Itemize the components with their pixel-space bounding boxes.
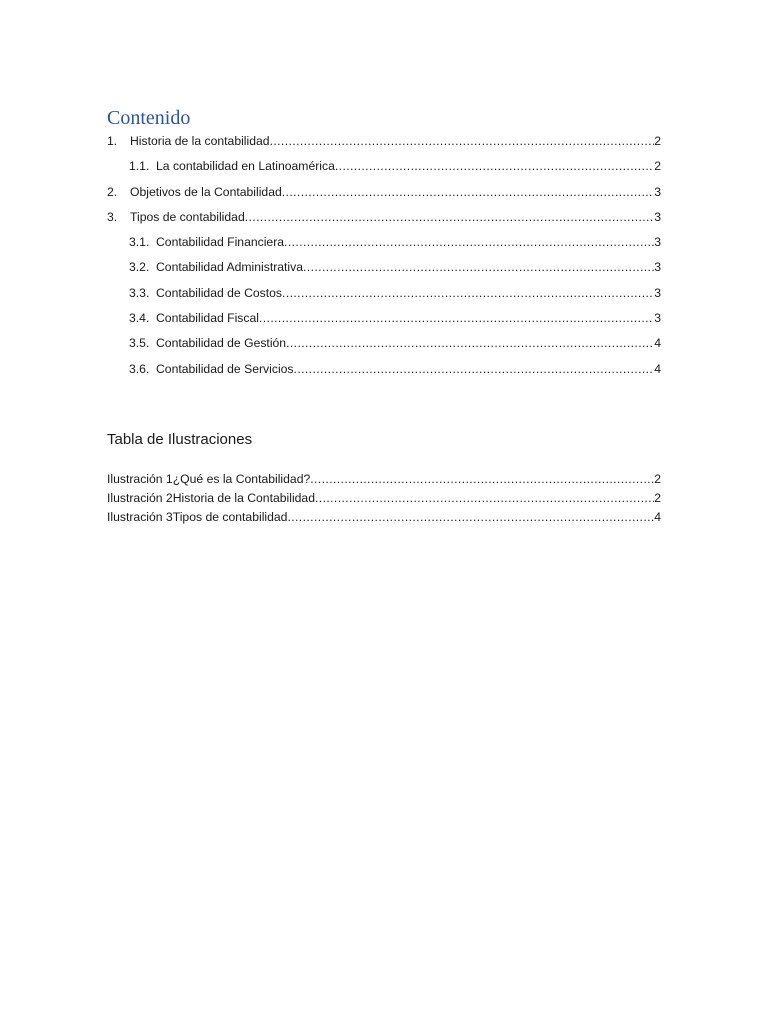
- toc-entry[interactable]: [107, 207, 661, 232]
- toc-entry[interactable]: [107, 308, 661, 333]
- toc-entry-number: 3.3.: [129, 285, 150, 300]
- toc-entry[interactable]: [107, 333, 661, 358]
- illustration-prefix: Ilustración 2: [107, 491, 173, 505]
- toc-entry-page: 3: [654, 285, 661, 300]
- illustration-prefix: Ilustración 1: [107, 472, 173, 486]
- illustration-dot-leader: [315, 489, 654, 508]
- toc-entry-title: Contabilidad Fiscal: [156, 311, 259, 326]
- toc-entry-number: 3.6.: [129, 361, 150, 376]
- toc-entry-page: 3: [654, 235, 661, 250]
- illustration-title: Tipos de contabilidad: [172, 510, 288, 524]
- illustration-page: 2: [654, 472, 661, 486]
- toc-list: [107, 131, 661, 384]
- toc-entry-number: 1.: [107, 134, 118, 148]
- toc-entry[interactable]: [107, 156, 661, 181]
- toc-heading: Contenido: [107, 107, 191, 129]
- toc-dot-leader: [284, 232, 654, 252]
- toc-entry-number: 3.1.: [129, 235, 150, 250]
- toc-entry-page: 3: [654, 260, 661, 275]
- illustrations-list: [107, 470, 661, 527]
- illustration-entry[interactable]: [107, 470, 661, 489]
- toc-entry[interactable]: [107, 257, 661, 282]
- toc-entry-number: 3.: [107, 209, 118, 224]
- toc-entry-title: Tipos de contabilidad: [130, 209, 245, 224]
- toc-dot-leader: [270, 131, 655, 151]
- toc-entry-title: La contabilidad en Latinoamérica: [156, 159, 335, 174]
- toc-entry-page: 3: [654, 209, 661, 224]
- toc-entry-page: 2: [654, 134, 661, 148]
- toc-entry-title: Contabilidad de Gestión: [156, 336, 287, 351]
- illustration-title: Historia de la Contabilidad: [172, 491, 315, 505]
- toc-dot-leader: [335, 156, 654, 176]
- illustration-dot-leader: [287, 508, 654, 527]
- illustration-prefix: Ilustración 3: [107, 510, 173, 524]
- illustrations-heading: Tabla de Ilustraciones: [107, 431, 253, 448]
- toc-entry[interactable]: [107, 359, 661, 384]
- toc-entry-page: 3: [654, 311, 661, 326]
- toc-entry[interactable]: [107, 182, 661, 207]
- toc-dot-leader: [245, 207, 654, 227]
- toc-entry-number: 3.4.: [129, 311, 150, 326]
- toc-entry-title: Contabilidad Financiera: [156, 235, 285, 250]
- toc-entry-number: 3.5.: [129, 336, 150, 351]
- toc-entry[interactable]: [107, 232, 661, 257]
- toc-dot-leader: [282, 182, 654, 202]
- toc-entry-title: Contabilidad Administrativa: [156, 260, 304, 275]
- toc-dot-leader: [282, 283, 654, 303]
- toc-entry-number: 3.2.: [129, 260, 150, 275]
- toc-entry[interactable]: [107, 283, 661, 308]
- toc-entry-title: Contabilidad de Servicios: [156, 361, 294, 376]
- toc-entry-number: 1.1.: [129, 159, 150, 174]
- toc-dot-leader: [294, 359, 655, 379]
- toc-dot-leader: [286, 333, 654, 353]
- illustration-page: 4: [654, 510, 661, 524]
- illustration-title: ¿Qué es la Contabilidad?: [172, 472, 311, 486]
- toc-entry-page: 4: [654, 361, 661, 376]
- toc-entry-page: 3: [654, 184, 661, 199]
- toc-dot-leader: [259, 308, 654, 328]
- illustration-page: 2: [654, 491, 661, 505]
- illustration-dot-leader: [310, 470, 654, 489]
- toc-entry-title: Historia de la contabilidad: [130, 134, 270, 148]
- toc-entry-title: Objetivos de la Contabilidad: [130, 184, 282, 199]
- toc-entry-page: 4: [654, 336, 661, 351]
- toc-entry[interactable]: [107, 131, 661, 156]
- toc-dot-leader: [303, 257, 654, 277]
- toc-entry-title: Contabilidad de Costos: [156, 285, 283, 300]
- toc-entry-page: 2: [654, 159, 661, 174]
- illustration-entry[interactable]: [107, 489, 661, 508]
- illustration-entry[interactable]: [107, 508, 661, 527]
- toc-entry-number: 2.: [107, 184, 118, 199]
